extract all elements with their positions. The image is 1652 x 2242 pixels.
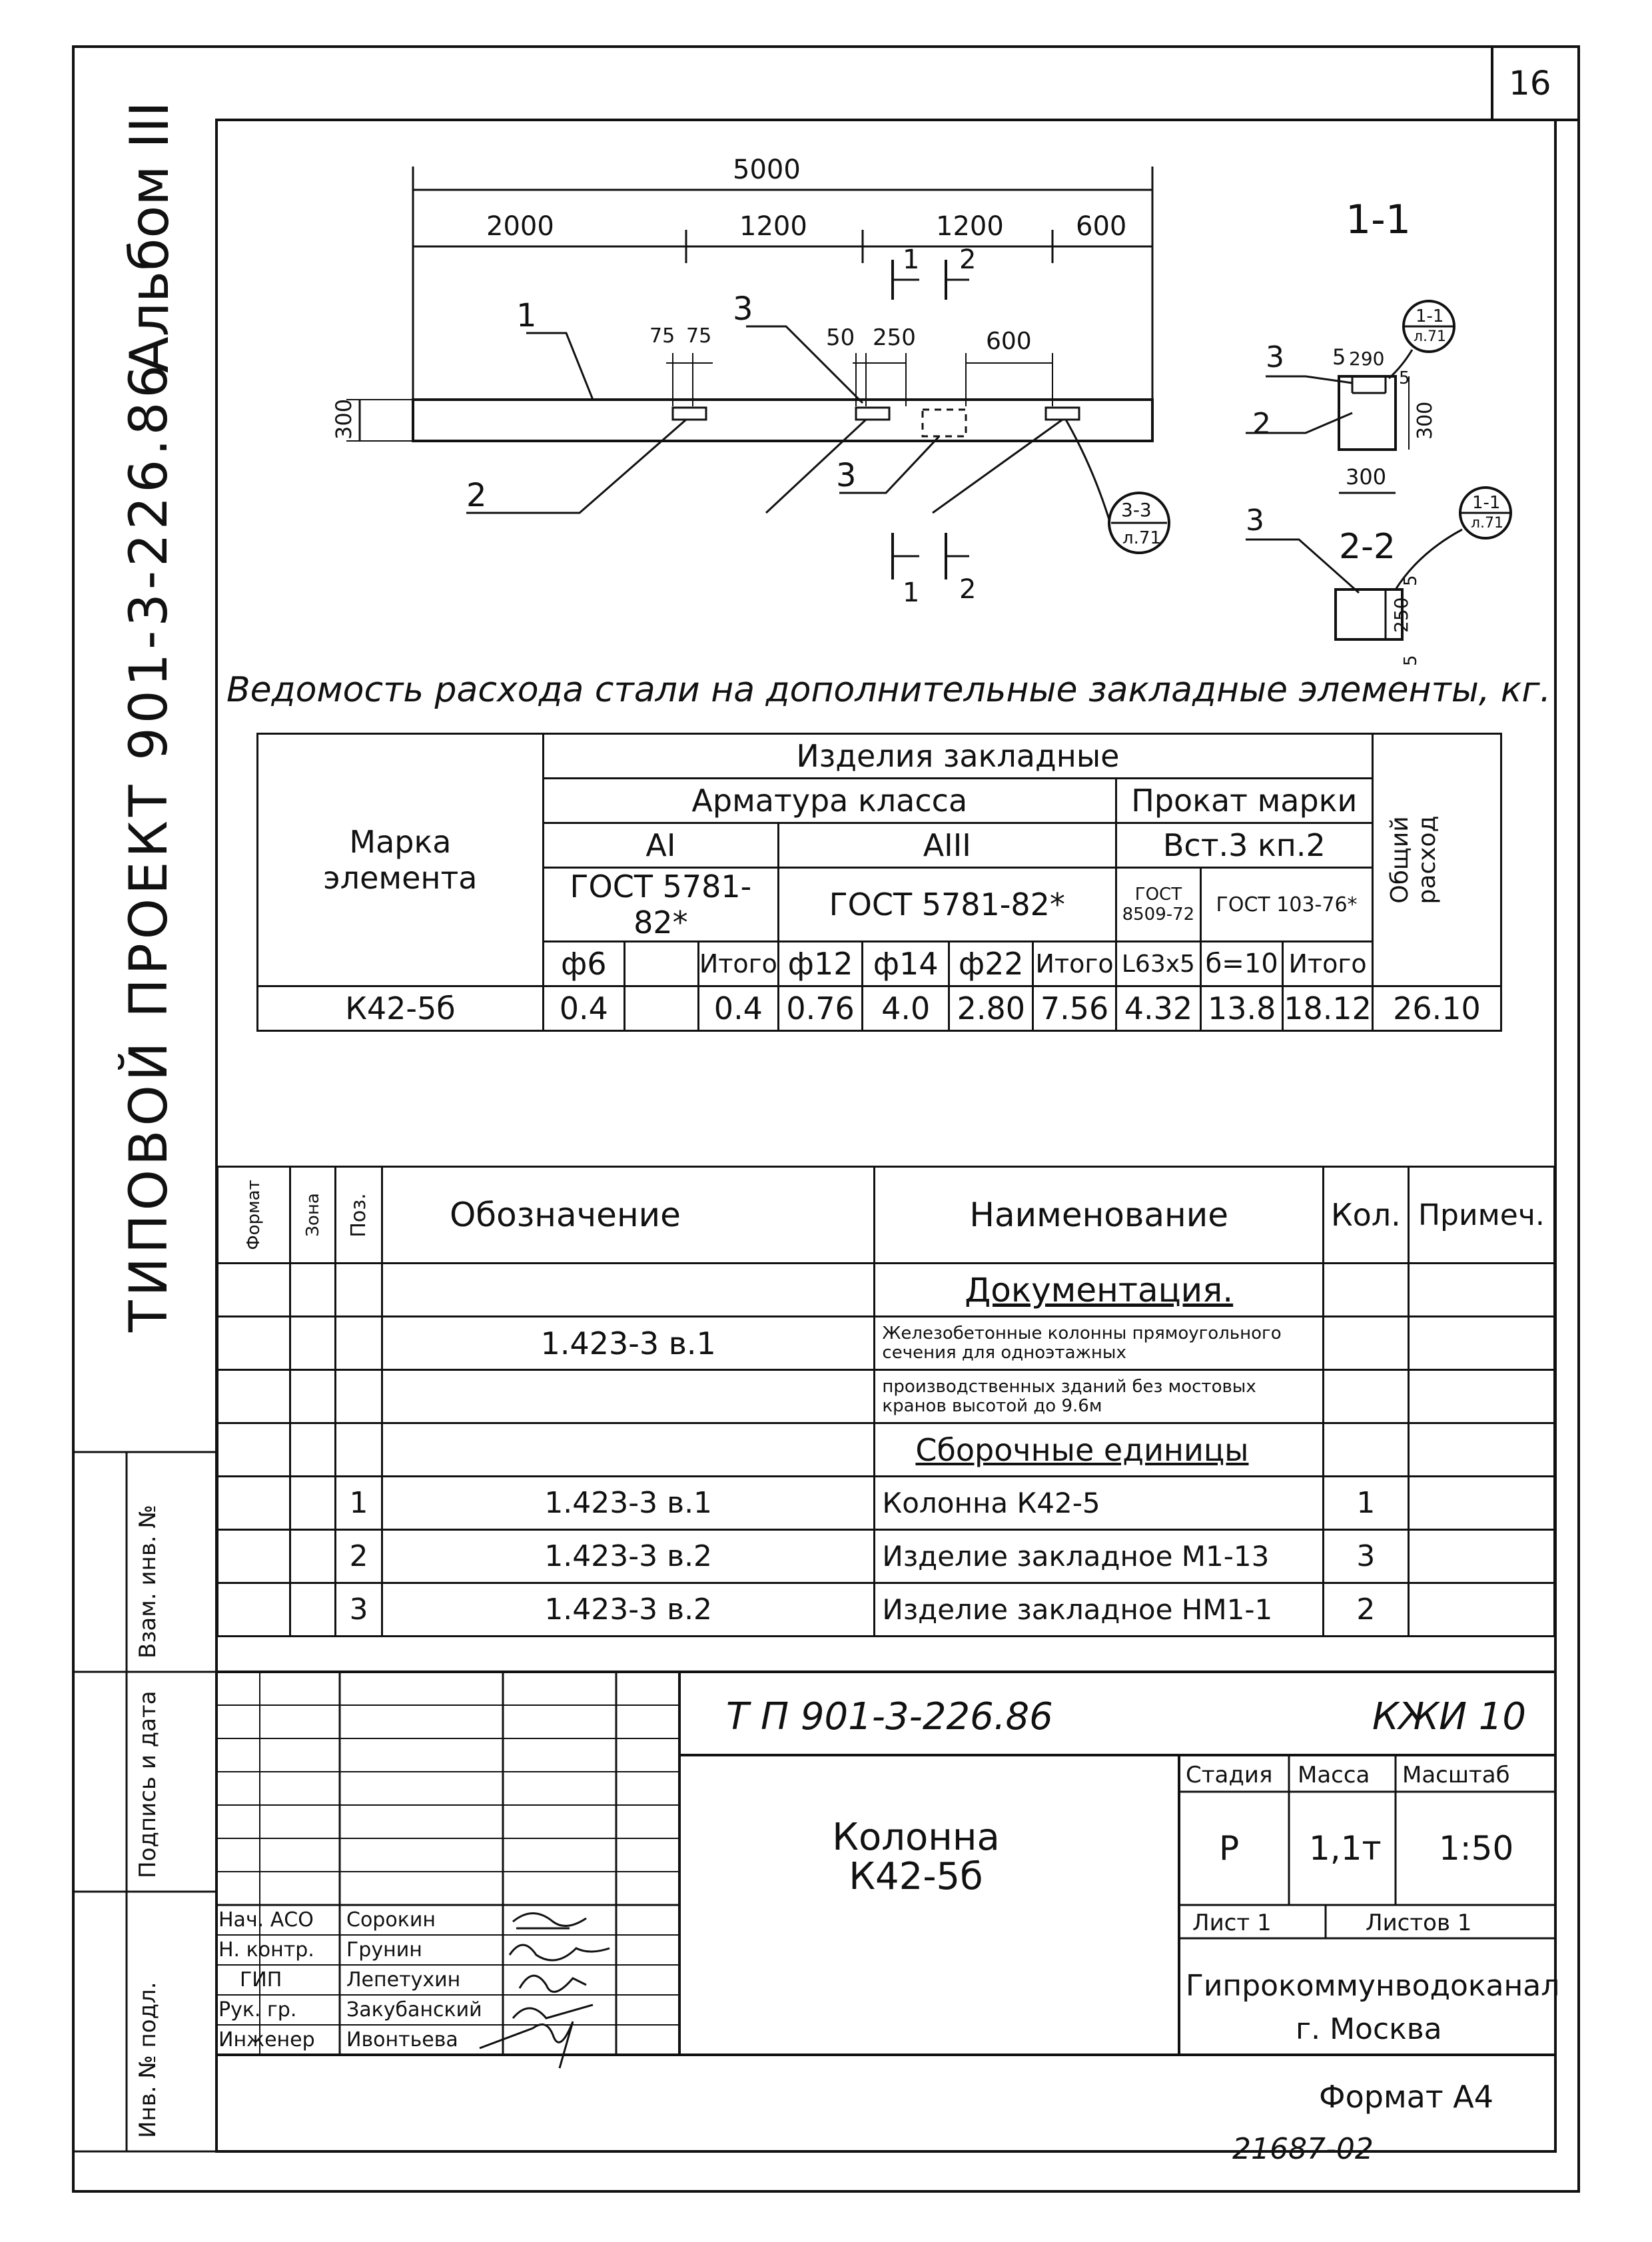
margin-vzam-label: Взам. инв. № — [135, 1505, 161, 1659]
tb-role-1: Н. контр. — [218, 1938, 314, 1962]
hdr-qty: Кол. — [1323, 1167, 1408, 1264]
section-1-dim-5b: 5 — [1399, 368, 1410, 388]
header-ai: АI — [543, 823, 778, 868]
spec-name-5: Изделие закладное М1-13 — [875, 1530, 1324, 1583]
col-itogo-2: Итого — [1033, 942, 1116, 986]
col-f12: ф12 — [778, 942, 862, 986]
spec-name-2: производственных зданий без мостовых кранов высотой до 9.6м — [875, 1370, 1324, 1423]
margin-podpis-label: Подпись и дата — [135, 1690, 161, 1878]
callout-1: 1 — [516, 297, 537, 334]
cell-9: 18.12 — [1283, 986, 1373, 1031]
cut-mark-bot-a: 1 — [903, 577, 920, 608]
cell-total: 26.10 — [1372, 986, 1501, 1031]
tb-name-4: Ивонтьева — [346, 2028, 458, 2052]
ref-main-bottom: л.71 — [1122, 528, 1161, 548]
col-itogo-3: Итого — [1283, 942, 1373, 986]
tb-sheets: Листов 1 — [1366, 1910, 1472, 1936]
dim-75-b: 75 — [686, 324, 712, 348]
spec-designation-6: 1.423-3 в.2 — [382, 1583, 874, 1637]
header-gost-103: ГОСТ 103-76* — [1201, 868, 1373, 942]
hdr-name: Наименование — [875, 1167, 1324, 1264]
tb-h-scale: Масштаб — [1402, 1762, 1510, 1788]
steel-table-title: Ведомость расхода стали на дополнительные закладные элементы, кг. — [226, 670, 1551, 710]
tb-role-2: ГИП — [240, 1968, 282, 1992]
tb-scale: 1:50 — [1439, 1829, 1514, 1868]
section-2-dim-250: 250 — [1390, 597, 1412, 633]
cell-6: 7.56 — [1033, 986, 1116, 1031]
footer-format: Формат А4 — [1319, 2079, 1493, 2115]
cell-0: 0.4 — [543, 986, 624, 1031]
dim-600-small: 600 — [986, 328, 1032, 355]
section-1-label-3: 3 — [1266, 340, 1284, 374]
spec-pos-5: 2 — [336, 1530, 382, 1583]
tb-h-stage: Стадия — [1186, 1762, 1273, 1788]
spec-designation-4: 1.423-3 в.1 — [382, 1477, 874, 1530]
spec-qty-5: 3 — [1323, 1530, 1408, 1583]
spec-name-3: Сборочные единицы — [875, 1423, 1324, 1477]
ref-main-top: 3-3 — [1121, 499, 1152, 521]
hdr-designation: Обозначение — [382, 1167, 874, 1264]
tb-h-mass: Масса — [1298, 1762, 1370, 1788]
tb-role-3: Рук. гр. — [218, 1998, 297, 2022]
section-2-label-3: 3 — [1246, 504, 1264, 538]
header-total-text: Общий расход — [1386, 815, 1441, 905]
col-b10: б=10 — [1201, 942, 1283, 986]
callout-3b: 3 — [836, 457, 857, 494]
tb-sheet-code: КЖИ 10 — [1372, 1695, 1527, 1738]
footer-number: 21687-02 — [1232, 2132, 1374, 2166]
tb-stage: Р — [1219, 1829, 1240, 1868]
tb-name-1: Грунин — [346, 1938, 422, 1962]
spec-name-0: Документация. — [875, 1264, 1324, 1317]
cell-4: 4.0 — [863, 986, 949, 1031]
hdr-note: Примеч. — [1408, 1167, 1554, 1264]
callout-2: 2 — [466, 477, 487, 514]
cell-3: 0.76 — [778, 986, 862, 1031]
section-1-ref-top: 1-1 — [1416, 306, 1444, 326]
callout-3: 3 — [733, 290, 753, 328]
cell-8: 13.8 — [1201, 986, 1283, 1031]
spec-pos-6: 3 — [336, 1583, 382, 1637]
header-gost-aiii: ГОСТ 5781-82* — [778, 868, 1116, 942]
section-2-ref-top: 1-1 — [1472, 493, 1501, 513]
header-izdeliya: Изделия закладные — [543, 734, 1372, 779]
header-prokat: Прокат марки — [1116, 779, 1372, 823]
dim-75-a: 75 — [649, 324, 675, 348]
section-1-dim-300h: 300 — [1346, 464, 1387, 490]
dim-1200-b: 1200 — [936, 211, 1004, 242]
header-vst: Вст.3 кп.2 — [1116, 823, 1372, 868]
tb-role-4: Инженер — [218, 2028, 315, 2052]
project-label: ТИПОВОЙ ПРОЕКТ 901-3-226.86 — [119, 361, 179, 1332]
dim-250: 250 — [873, 324, 916, 351]
margin-inv-label: Инв. № подл. — [135, 1982, 161, 2138]
spec-qty-4: 1 — [1323, 1477, 1408, 1530]
section-2-ref-bottom: л.71 — [1471, 515, 1504, 532]
hdr-pos: Поз. — [346, 1192, 370, 1238]
hdr-format: Формат — [243, 1180, 264, 1250]
header-gost-8509: ГОСТ 8509-72 — [1116, 868, 1200, 942]
section-1-dim-5: 5 — [1332, 344, 1346, 370]
col-f6: ф6 — [543, 942, 624, 986]
dim-300-h: 300 — [331, 398, 356, 440]
col-l63: L63x5 — [1116, 942, 1200, 986]
spec-name-6: Изделие закладное НМ1-1 — [875, 1583, 1324, 1637]
section-1-title: 1-1 — [1346, 196, 1411, 243]
col-itogo-1: Итого — [698, 942, 778, 986]
header-marka: Марка элемента — [258, 734, 544, 986]
spec-pos-4: 1 — [336, 1477, 382, 1530]
tb-name-0: Сорокин — [346, 1908, 436, 1932]
hdr-zone: Зона — [302, 1193, 323, 1237]
dim-600: 600 — [1076, 211, 1127, 242]
section-1-ref-bottom: л.71 — [1414, 328, 1447, 345]
dim-2000: 2000 — [486, 211, 554, 242]
spec-designation-1: 1.423-3 в.1 — [382, 1317, 874, 1370]
section-2-dim-5: 5 — [1401, 575, 1421, 586]
section-2-title: 2-2 — [1339, 527, 1396, 567]
header-aiii: АIII — [778, 823, 1116, 868]
album-label: Альбом III — [119, 101, 181, 373]
cut-mark-top-a: 1 — [903, 244, 920, 275]
row-marka: К42-5б — [258, 986, 544, 1031]
spec-name-1: Железобетонные колонны прямоугольного сечения для одноэтажных — [875, 1317, 1324, 1370]
cell-2: 0.4 — [698, 986, 778, 1031]
tb-org: Гипрокоммунводоканал — [1186, 1969, 1560, 2003]
header-gost-ai: ГОСТ 5781-82* — [543, 868, 778, 942]
section-1-dim-290: 290 — [1349, 348, 1385, 370]
cut-mark-bot-b: 2 — [959, 574, 977, 605]
spec-qty-6: 2 — [1323, 1583, 1408, 1637]
dim-total: 5000 — [733, 155, 801, 185]
tb-code: Т П 901-3-226.86 — [726, 1695, 1053, 1738]
section-1-dim-300v: 300 — [1414, 401, 1437, 440]
cut-mark-top-b: 2 — [959, 244, 977, 275]
section-2-dim-5b: 5 — [1401, 655, 1421, 666]
tb-role-0: Нач. АСО — [218, 1908, 314, 1932]
tb-sheet: Лист 1 — [1192, 1910, 1272, 1936]
section-1-label-2: 2 — [1252, 407, 1271, 441]
cell-7: 4.32 — [1116, 986, 1200, 1031]
tb-name-3: Закубанский — [346, 1998, 482, 2022]
header-armatura: Арматура класса — [543, 779, 1116, 823]
spec-designation-5: 1.423-3 в.2 — [382, 1530, 874, 1583]
tb-object: Колонна К42-5б — [832, 1816, 1000, 1898]
sheet-number: 16 — [1509, 64, 1551, 103]
tb-city: г. Москва — [1296, 2012, 1442, 2046]
dim-50: 50 — [826, 324, 855, 351]
tb-name-2: Лепетухин — [346, 1968, 461, 1992]
dim-1200-a: 1200 — [739, 211, 807, 242]
spec-name-4: Колонна К42-5 — [875, 1477, 1324, 1530]
cell-5: 2.80 — [949, 986, 1033, 1031]
col-f22: ф22 — [949, 942, 1033, 986]
col-f14: ф14 — [863, 942, 949, 986]
tb-mass: 1,1т — [1309, 1829, 1382, 1868]
